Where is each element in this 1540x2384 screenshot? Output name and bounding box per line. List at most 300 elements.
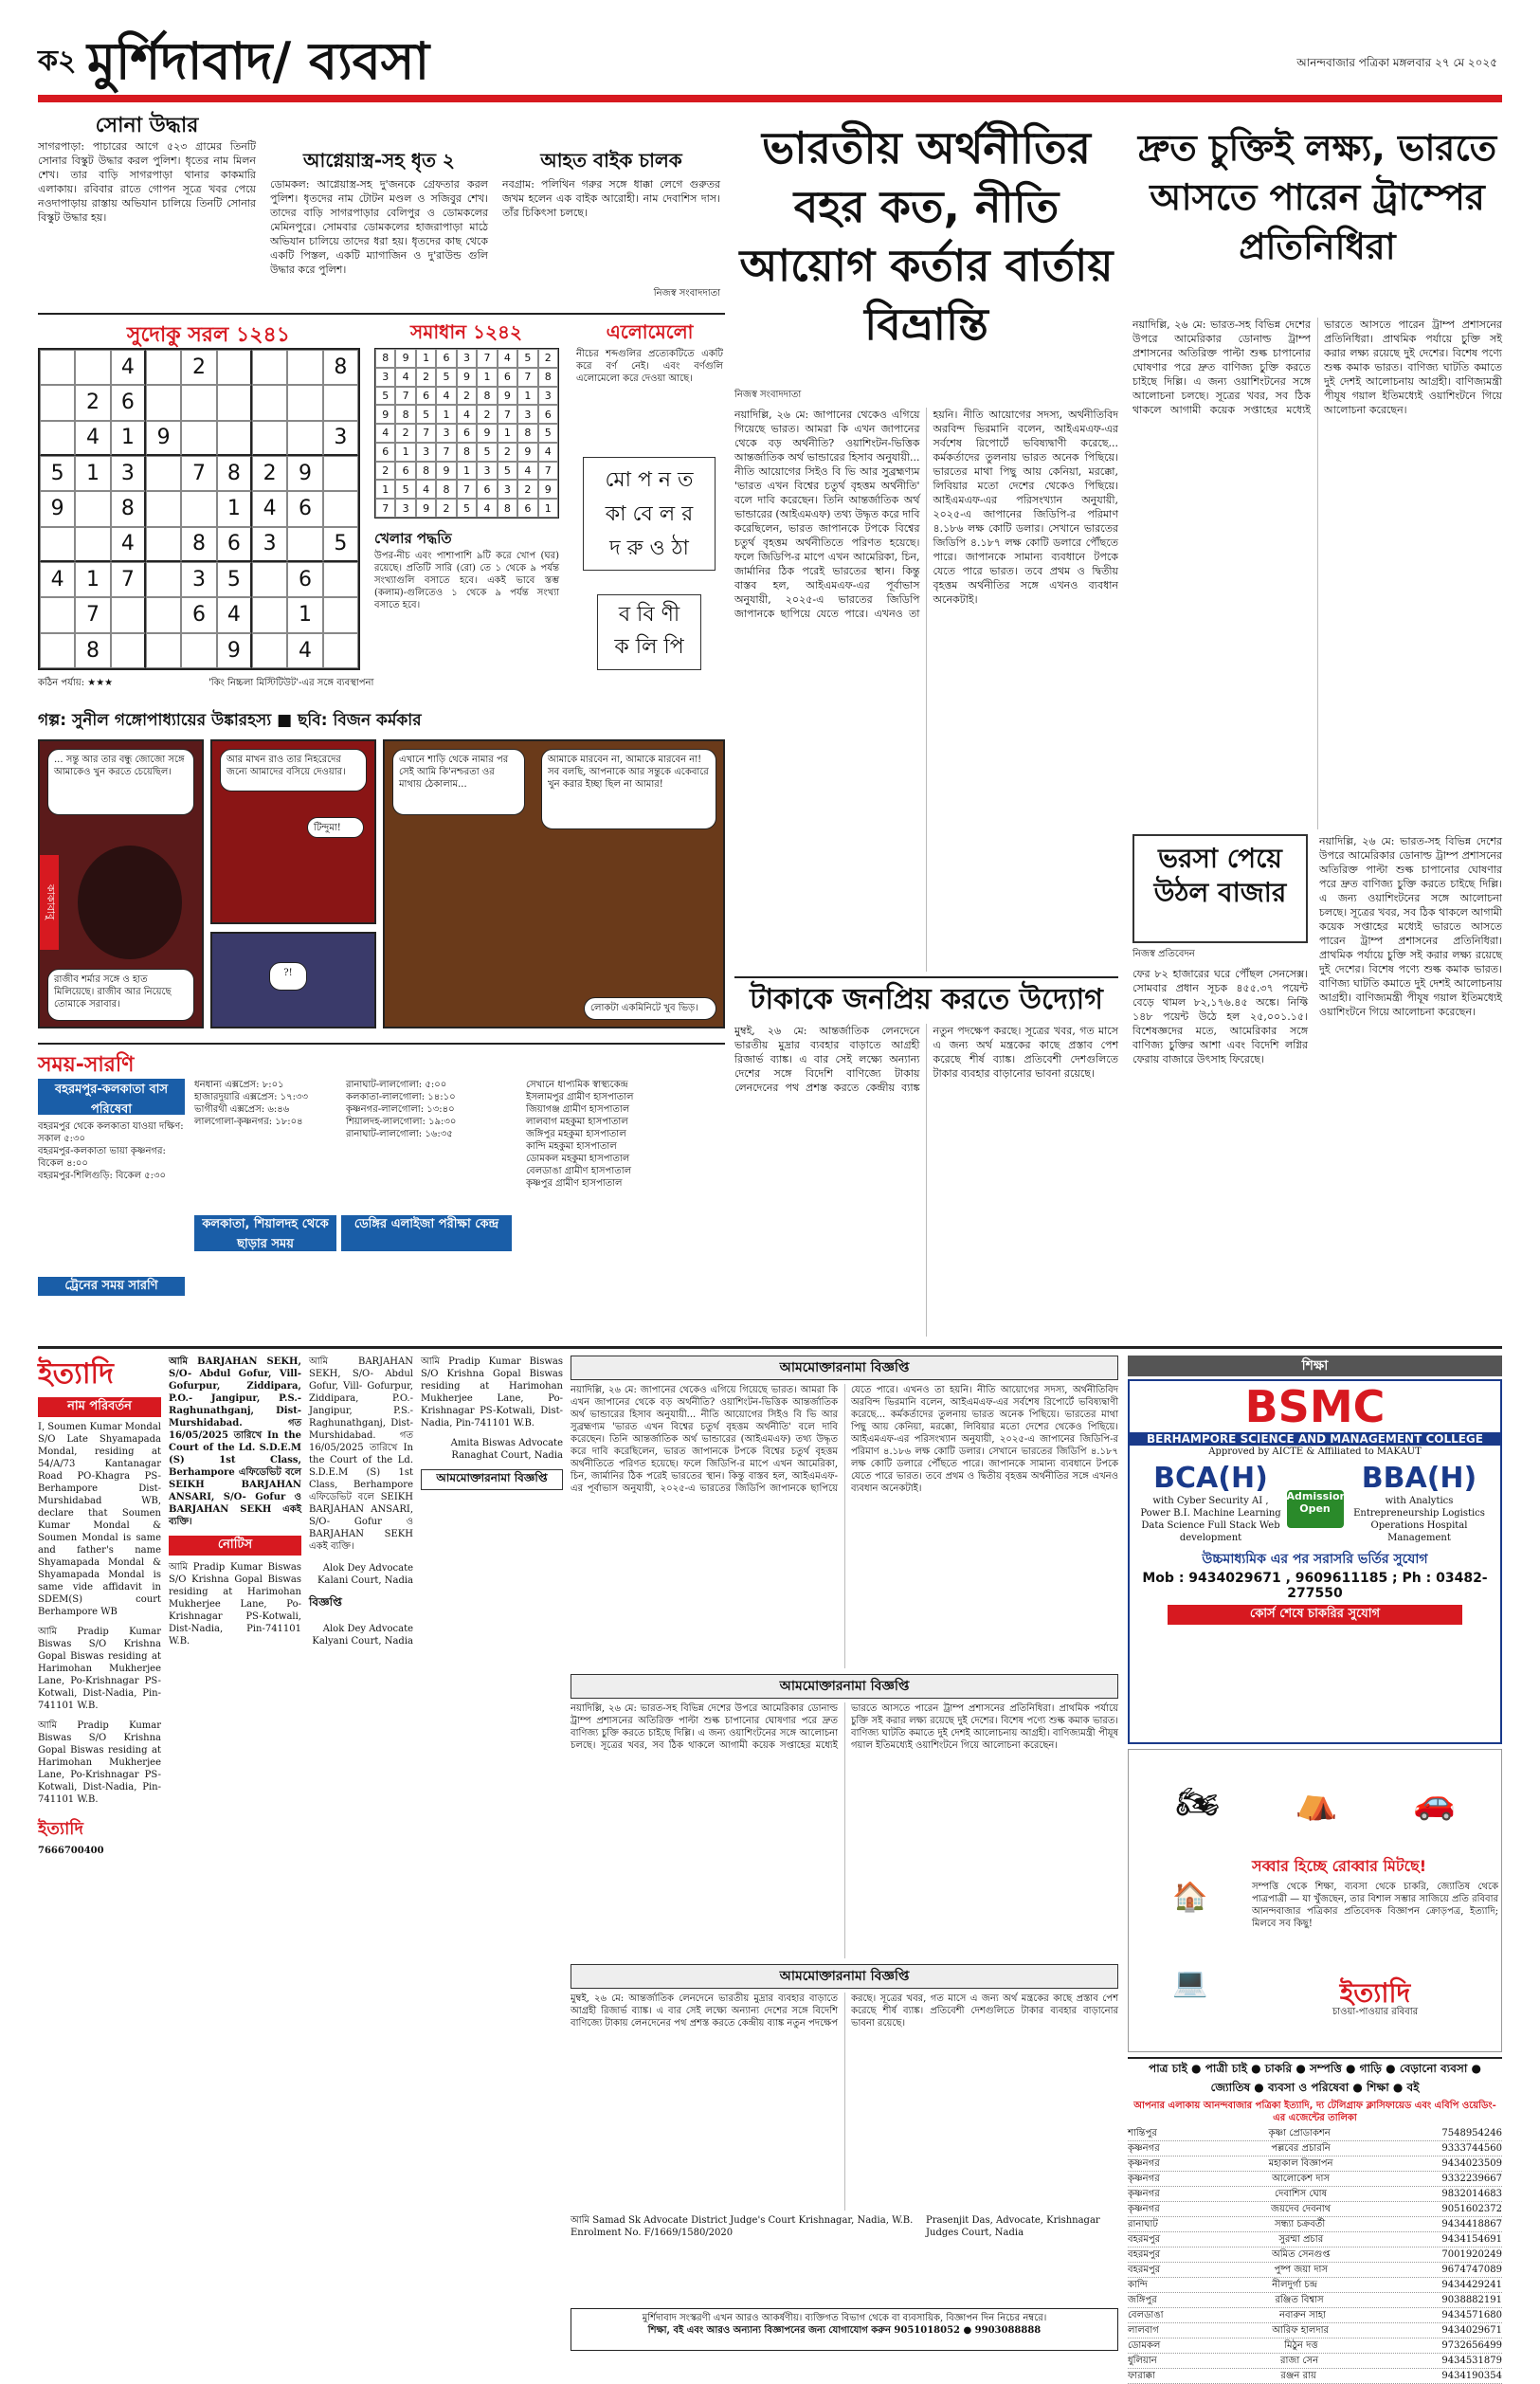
agent-cell: 9434418867 [1441,2219,1502,2229]
solution-cell: 8 [436,480,456,499]
sudoku-cell[interactable] [181,491,216,526]
agent-cell: সুরম্মা প্রচার [1278,2234,1324,2245]
affidavit-text: নয়াদিল্লি, ২৬ মে: ভারত-সহ বিভিন্ন দেশের উপরে আমেরিকার ডোনাল্ড ট্রাম্প প্রশাসনের অতিরিক্ত পাল্টা শুল্ক চাপানোর ঘোষণার পরে দ্রুত বাণিজ্য চুক্তি করতে চাইছে দিল্লি। এ জন্য ওয়াশিংটনের সঙ্গে আলোচনা চলছে। সূত্রের খবর, সব ঠিক থাকলে আগামী কয়েক সপ্তাহের মধ্যেই ভারতে আসতে পারেন ট্রাম্প প্রশাসনের প্রতিনিধিরা। প্রাথমিক পর্যায়ে চুক্তি সই করার লক্ষ্য রয়েছে দুই দেশের। বিশেষ পণ্যে শুল্ক কমাক ভারত। বাণিজ্য ঘাটতি কমাতে দুই দেশই আলোচনায় আগ্রহী। বাণিজ্যমন্ত্রী পীযূষ গয়াল ইতিমধ্যেই ওয়াশিংটনে গিয়ে আলোচনা করেছেন। [571,1703,1118,1751]
sudoku-cell[interactable]: 4 [252,491,287,526]
ad-text: আমি Pradip Kumar Biswas S/O Krishna Gopal Biswas residing at Harimohan Mukherjee Lane, Po-Krishnagar PS-Kotwali, Dist-Nadia, Pin-741101 W.B. [38,1627,161,1711]
sudoku-cell[interactable] [252,385,287,420]
train-heading: ট্রেনের সময় সারণি [38,1277,185,1296]
ad-text: আমি BARJAHAN SEKH, S/O- Abdul Gofur, Vill- Gofurpur, Ziddipara, P.O.- Jangipur, P.S.- Raghunathganj, Dist- Murshidabad. গত 16/05/2025 তারিখে In the Court of the Ld. S.D.E.M (S) 1st Class, Berhampore এফিডেভিট বলে SEIKH BARJAHAN ANSARI, S/O- Gofur ও BARJAHAN SEKH একই ব্যক্তি। [169,1356,301,1527]
jumble-box-2 [597,594,701,670]
laptop-icon: 💻 [1172,1965,1208,1999]
sudoku-cell[interactable] [146,456,181,491]
advocate-signatures [571,2214,1118,2239]
hospital-item: ডোমকল মহকুমা হাসপাতাল [526,1154,630,1164]
house-icon: 🏠 [1172,1880,1208,1914]
sudoku-cell[interactable]: 4 [40,562,75,597]
solution-cell: 7 [436,443,456,462]
sudoku-cell[interactable]: 9 [287,456,322,491]
sudoku-cell[interactable]: 7 [181,456,216,491]
solution-cell: 6 [477,480,497,499]
time-line: রানাঘাট-লালগোলা: ১৬:৩৫ [346,1129,453,1139]
sudoku-cell[interactable] [75,527,110,562]
time-line: বহরমপুর-শিলিগুড়ি: বিকেল ৫:৩০ [38,1171,166,1181]
sudoku-cell[interactable]: 3 [323,421,358,456]
sudoku-cell[interactable] [146,491,181,526]
solution-cell: 5 [517,349,537,368]
side-label: কাকাবাবু [40,855,59,950]
ad-text: আমি Pradip Kumar Biswas S/O Krishna Gopal Biswas residing at Harimohan Mukherjee Lane, Po-Krishnagar PS-Kotwali, Dist-Nadia, Pin-741101 W.B. [421,1356,563,1429]
solution-cell: 4 [436,387,456,406]
solution-cell: 2 [538,349,558,368]
sudoku-cell[interactable]: 3 [181,562,216,597]
solution-cell: 2 [436,499,456,518]
bsmc-subtitle: উচ্চমাধ্যমিক এর পর সরাসরি ভর্তির সুযোগ [1202,1552,1428,1567]
blood-heading: ডেঙ্গির এলাইজা পরীক্ষা কেন্দ্র [341,1215,512,1251]
speech-bubble: আর মাখন রাও তার নিহরেদের জন্যে আমাদের বসিয়ে দেওয়ার। [220,749,367,792]
puzzle-section [38,313,725,701]
agent-cell: কান্দি [1128,2280,1148,2290]
sudoku-cell[interactable] [40,633,75,668]
solution-cell: 5 [375,387,395,406]
solution-cell: 8 [457,443,477,462]
sudoku-cell[interactable]: 5 [217,562,252,597]
promo-brand: ইত্যাদি [1339,1977,1411,2009]
bca-block [1137,1462,1284,1544]
solution-cell: 2 [498,443,517,462]
ad-signature: আমি Samad Sk Advocate District Judge's Court Krishnagar, Nadia, W.B. Enrolment No. F/1669/1580/2020 [571,2215,914,2238]
sudoku-cell[interactable] [146,350,181,385]
agent-row [1128,2141,1502,2157]
solution-cell: 7 [538,462,558,481]
hospital-item: সেখানে ধাপ্যমিক স্বাস্থ্যকেন্দ্র [526,1080,628,1090]
sudoku-cell[interactable]: 5 [40,456,75,491]
solution-cell: 9 [517,443,537,462]
solution-cell: 6 [517,499,537,518]
rupee-headline: টাকাকে জনপ্রিয় করতে উদ্যোগ [734,976,1118,1019]
solution-cell: 1 [538,499,558,518]
sudoku-cell[interactable] [252,350,287,385]
solution-cell: 1 [457,462,477,481]
promo-icons [1138,1759,1494,1845]
arms-text: ডোমকল: আগ্নেয়াস্ত্র-সহ দু'জনকে গ্রেফতার করল পুলিশ। ধৃতদের নাম টোটন মণ্ডল ও সজিবুর শেখ। তাদের বাড়ি সাগরপাড়ার বেলিপুর ও ডোমকলের মেমিনপুরে। সোমবার ডোমকলের হাজরাপাড়া মাঠে অভিযান চালিয়ে তাদের ধরা হয়। ধৃতদের কাছ থেকে একটি পিস্তল, একটি ম্যাগাজিন ও দু'রাউন্ড গুলি উদ্ধার করে পুলিশ। [270,178,488,276]
solution-cell: 4 [498,349,517,368]
timetable-title: সময়-সারণি [38,1053,135,1077]
classified-col-3 [309,1356,413,2341]
sudoku-cell[interactable]: 6 [287,491,322,526]
affidavit-heading: আমমোক্তারনামা বিজ্ঞপ্তি [571,1964,1118,1989]
classified-col-5 [571,1356,1118,2303]
hospital-item: কান্দি মহকুমা হাসপাতাল [526,1141,617,1152]
section-divider [38,1346,1502,1349]
sudoku-cell[interactable]: 5 [323,527,358,562]
sudoku-cell[interactable]: 1 [111,421,146,456]
agent-row [1128,2172,1502,2187]
bba-block [1346,1462,1493,1544]
agent-cell: রঞ্জিত বিশ্বাস [1275,2295,1324,2305]
solution-cell: 5 [416,405,436,424]
sudoku-cell[interactable] [181,633,216,668]
promo-ad [1128,1749,1502,2052]
brand-phone: 7666700400 [38,1846,104,1856]
agent-cell: 9434154691 [1441,2234,1502,2245]
sudoku-cell[interactable] [146,385,181,420]
agent-row [1128,2217,1502,2232]
sudoku-cell[interactable] [287,421,322,456]
sudoku-cell[interactable]: 2 [181,350,216,385]
solution-cell: 7 [457,480,477,499]
comic-panel-3 [210,932,376,1028]
sudoku-cell[interactable]: 9 [217,633,252,668]
local-times [346,1079,516,1335]
sudoku-cell[interactable]: 6 [287,562,322,597]
sudoku-cell[interactable] [323,456,358,491]
sudoku-cell[interactable]: 4 [111,350,146,385]
brief-byline: নিজস্ব সংবাদদাতা [653,288,720,299]
jumble-word: দ রু ও ঠা [609,537,689,560]
ad-text: আমি Pradip Kumar Biswas S/O Krishna Gopal Biswas residing at Harimohan Mukherjee Lane, Po-Krishnagar PS-Kotwali, Dist-Nadia, Pin-741101 W.B. [169,1562,301,1647]
sudoku-cell[interactable]: 2 [252,456,287,491]
sudoku-cell[interactable] [287,350,322,385]
sudoku-cell[interactable] [217,421,252,456]
agent-row [1128,2369,1502,2384]
bsmc-college: BERHAMPORE SCIENCE AND MANAGEMENT COLLEGE [1130,1432,1500,1446]
solution-cell: 8 [416,462,436,481]
sudoku-cell[interactable]: 3 [111,456,146,491]
classified-col-4 [421,1356,563,2341]
character-figure [78,846,182,959]
market-headline: ভরসা পেয়ে উঠল বাজার [1153,843,1287,908]
jumble-word: মো প ন ত [605,468,694,492]
agent-cell: পুষ্প জয়া দাস [1274,2265,1329,2275]
time-line: ভাগীরথী এক্সপ্রেস: ৬:৪৬ [194,1104,290,1115]
solution-cell: 6 [436,349,456,368]
solution-cell: 3 [416,443,436,462]
sudoku-cell[interactable] [40,385,75,420]
sudoku-cell[interactable] [40,527,75,562]
solution-cell: 9 [498,387,517,406]
agent-cell: 9332239667 [1441,2174,1502,2184]
agent-cell: 9434190354 [1441,2371,1502,2381]
jumble-title: এলোমেলো [606,320,694,343]
lead-body: নয়াদিল্লি, ২৬ মে: জাপানের থেকেও এগিয়ে গিয়েছে ভারত। আমরা কি এখন জাপানের থেকে বড় অর্থনীতি? ওয়াশিংটন-ভিত্তিক আন্তর্জাতিক অর্থ ভান্ডারের হিসাব অনুযায়ী... নীতি আয়োগের সিইও বি ভি আর সুব্রহ্মণ্যম 'ভারত এখন বিশ্বের চতুর্থ বৃহত্তম অর্থনীতি' বলে দাবি করেছেন। তিনি আন্তর্জাতিক অর্থ ভান্ডারের (আইএমএফ) তথ্য উদ্ধৃত করে দাবি করেছিলেন, ভারত জাপানকে টপকে বিশ্বের চতুর্থ বৃহত্তম অর্থনীতিতে পরিণত হয়েছে। ফলে জিডিপি-র মাপে এখন আমেরিকা, চিন, জার্মানির ঠিক পরেই ভারতের স্থান। কিন্তু বাস্তব হল, আইএমএফ-এর পূর্বাভাস অনুযায়ী, ২০২৫-এ ভারতের জিডিপি জাপানকে ছাপিয়ে যেতে পারে। এখনও তা হয়নি। নীতি আয়োগের সদস্য, অর্থনীতিবিদ অরবিন্দ ভিরমানি বলেন, আইএমএফ-এর সর্বশেষ রিপোর্টে ভবিষ্যদ্বাণী করেছে... কর্মকর্তাদের তুলনায় ভারত অনেক পিছিয়ে। ভারতের মাথা পিছু আয় কেনিয়া, মরক্কো, লিবিয়ার মতো দেশের থেকেও পিছিয়ে। আইএমএফ-এর পরিসংখ্যান অনুযায়ী, ২০২৫-এ জাপানের জিডিপি-র পরিমাণ ৪.১৮৬ লক্ষ কোটি ডলার। সেখানে ভারতের জিডিপি ৪.১৮৭ লক্ষ কোটি ডলারে পৌঁছতে পারে। জাপানকে সামান্য ব্যবধানে টপকে যেতে পারে ভারত। তবে প্রথম ও দ্বিতীয় বৃহত্তম অর্থনীতির সঙ্গে এখনও ব্যবধান অনেকটাই। [734,409,1118,620]
sudoku-cell[interactable]: 3 [252,527,287,562]
sudoku-cell[interactable] [323,633,358,668]
sudoku-cell[interactable] [181,385,216,420]
solution-cell: 9 [375,405,395,424]
speech-bubble: ... সন্তু আর তার বন্ধু জোজো সঙ্গে আমাকেও খুন করতে চেয়েছিল। [47,749,194,815]
solution-cell: 5 [395,480,415,499]
sudoku-cell[interactable] [146,562,181,597]
sudoku-cell[interactable]: 1 [217,491,252,526]
sudoku-grid[interactable] [38,348,360,670]
solution-cell: 2 [517,480,537,499]
sudoku-cell[interactable] [40,350,75,385]
sudoku-cell[interactable]: 7 [75,597,110,632]
rupee-body: মুম্বই, ২৬ মে: আন্তর্জাতিক লেনদেনে ভারতীয় মুদ্রার ব্যবহার বাড়াতে আগ্রহী রিজার্ভ ব্যাঙ্ক। এ বার সেই লক্ষ্যে অন্যান্য দেশের সঙ্গে বিদেশি বাণিজ্যে টাকায় লেনদেনের পথ প্রশস্ত করতে কেন্দ্রীয় ব্যাঙ্ক নতুন পদক্ষেপ করছে। সূত্রের খবর, গত মাসে এ জন্য অর্থ মন্ত্রকের কাছে প্রস্তাব পেশ করেছে শীর্ষ ব্যাঙ্ক। প্রতিবেশী দেশগুলিতে টাকার ব্যবহার বাড়ানোর ভাবনা রয়েছে। [734,1025,1118,1094]
affidavit-text: নয়াদিল্লি, ২৬ মে: জাপানের থেকেও এগিয়ে গিয়েছে ভারত। আমরা কি এখন জাপানের থেকে বড় অর্থনীতি? ওয়াশিংটন-ভিত্তিক আন্তর্জাতিক অর্থ ভান্ডারের হিসাব অনুযায়ী... নীতি আয়োগের সিইও বি ভি আর সুব্রহ্মণ্যম 'ভারত এখন বিশ্বের চতুর্থ বৃহত্তম অর্থনীতি' বলে দাবি করেছেন। তিনি আন্তর্জাতিক অর্থ ভান্ডারের (আইএমএফ) তথ্য উদ্ধৃত করে দাবি করেছিলেন, ভারত জাপানকে টপকে বিশ্বের চতুর্থ বৃহত্তম অর্থনীতিতে পরিণত হয়েছে। ফলে জিডিপি-র মাপে এখন আমেরিকা, চিন, জার্মানির ঠিক পরেই ভারতের স্থান। কিন্তু বাস্তব হল, আইএমএফ-এর পূর্বাভাস অনুযায়ী, ২০২৫-এ ভারতের জিডিপি জাপানকে ছাপিয়ে যেতে পারে। এখনও তা হয়নি। নীতি আয়োগের সদস্য, অর্থনীতিবিদ অরবিন্দ ভিরমানি বলেন, আইএমএফ-এর সর্বশেষ রিপোর্টে ভবিষ্যদ্বাণী করেছে... কর্মকর্তাদের তুলনায় ভারত অনেক পিছিয়ে। ভারতের মাথা পিছু আয় কেনিয়া, মরক্কো, লিবিয়ার মতো দেশের থেকেও পিছিয়ে। আইএমএফ-এর পরিসংখ্যান অনুযায়ী, ২০২৫-এ জাপানের জিডিপি-র পরিমাণ ৪.১৮৬ লক্ষ কোটি ডলার। সেখানে ভারতের জিডিপি ৪.১৮৭ লক্ষ কোটি ডলারে পৌঁছতে পারে। জাপানকে সামান্য ব্যবধানে টপকে যেতে পারে ভারত। তবে প্রথম ও দ্বিতীয় বৃহত্তম অর্থনীতির সঙ্গে এখনও ব্যবধান অনেকটাই। [571,1385,1118,1494]
bus-heading: বহরমপুর-কলকাতা বাস পরিষেবা [38,1079,185,1115]
agent-row [1128,2293,1502,2308]
agent-cell: মহাকাল বিজ্ঞাপন [1268,2158,1333,2169]
agent-cell: 9434571680 [1441,2310,1502,2320]
agent-cell: মিঠুন দত্ত [1284,2340,1318,2351]
sudoku-cell[interactable] [252,597,287,632]
solution-cell: 2 [395,424,415,443]
agent-cell: আলোকেশ দাস [1272,2174,1330,2184]
sudoku-cell[interactable] [323,562,358,597]
sudoku-cell[interactable] [252,421,287,456]
education-heading: শিক্ষা [1128,1356,1502,1376]
ad-signature: Alok Dey Advocate Kalyani Court, Nadia [312,1624,413,1647]
sudoku-cell[interactable]: 9 [146,421,181,456]
bus-times [38,1120,185,1272]
classified-col-2 [169,1356,301,2341]
time-line: লালগোলা-কৃষ্ণনগর: ১৮:০৪ [194,1117,303,1127]
solution-cell: 9 [477,424,497,443]
agent-cell: কৃষ্ণনগর [1128,2174,1160,2184]
solution-cell: 4 [457,405,477,424]
sudoku-cell[interactable]: 8 [323,350,358,385]
sudoku-cell[interactable] [111,597,146,632]
solution-cell: 8 [395,405,415,424]
sudoku-cell[interactable]: 6 [217,527,252,562]
sudoku-cell[interactable]: 4 [111,527,146,562]
sudoku-cell[interactable] [217,385,252,420]
gold-text: সাগরপাড়া: পাচারের আগে ৫২৩ গ্রামের তিনটি সোনার বিস্কুট উদ্ধার করল পুলিশ। ধৃতের নাম মিলন শেখ। তার বাড়ি সাগরপাড়া থানার কাকমারি এলাকায়। রবিবার রাতে গোপন সূত্রে খবর পেয়ে নওদাপাড়ায় রাস্তায় অভিযান চালিয়ে তিনটি সোনার বিস্কুট উদ্ধার হয়। [38,140,256,224]
comic-panel-2 [210,739,376,924]
market-headline-box [1132,834,1308,943]
classified-col-1 [38,1356,161,2341]
timetable [38,1043,725,1346]
agent-cell: কৃষ্ণনগর [1128,2189,1160,2199]
agent-cell: 9434531879 [1441,2356,1502,2366]
bsmc-career: কোর্স শেষে চাকরির সুযোগ [1168,1605,1462,1625]
hospital-item: জিয়াগঞ্জ গ্রামীণ হাসপাতাল [526,1104,630,1115]
solution-cell: 8 [477,387,497,406]
time-line: রানাঘাট-লালগোলা: ৫:০০ [346,1080,447,1090]
agent-rows [1128,2126,1502,2384]
agent-cell: ধুলিয়ান [1128,2356,1157,2366]
comic-strip [38,706,725,1038]
bottom-note-text: মুর্শিদাবাদ সংস্করণী এখন আরও আকর্ষণীয়। ব্যক্তিগত বিভাগ থেকে বা ব্যবসায়িক, বিজ্ঞাপন দিন নিচের নম্বরে। [642,2313,1047,2323]
hospital-item: বেলডাঙা গ্রামীণ হাসপাতাল [526,1166,632,1176]
ad-text: আমি Pradip Kumar Biswas S/O Krishna Gopal Biswas residing at Harimohan Mukherjee Lane, Po-Krishnagar PS-Kotwali, Dist-Nadia, Pin-741101 W.B. [38,1720,161,1805]
sudoku-cell[interactable] [217,350,252,385]
agent-cell: 7548954246 [1441,2128,1502,2138]
agent-row [1128,2323,1502,2339]
agent-row [1128,2308,1502,2323]
solution-cell: 1 [498,424,517,443]
affidavit-heading: আমমোক্তারনামা বিজ্ঞপ্তি [571,1356,1118,1380]
bsmc-approved: Approved by AICTE & Affiliated to MAKAUT [1208,1447,1422,1457]
ad-text: আমি BARJAHAN SEKH, S/O- Abdul Gofur, Vill- Gofurpur, Ziddipara, P.O.- Jangipur, P.S.- Raghunathganj, Dist- Murshidabad. গত 16/05/2025 তারিখে In the Court of the Ld. S.D.E.M (S) 1st Class, Berhampore এফিডেভিট বলে SEIKH BARJAHAN ANSARI, S/O- Gofur ও BARJAHAN SEKH একই ব্যক্তি। [309,1356,413,1552]
sudoku-cell[interactable]: 8 [217,456,252,491]
sudoku-cell[interactable] [111,633,146,668]
jumble-box-1 [583,457,716,571]
bigyapti-heading: বিজ্ঞপ্তি [309,1595,342,1609]
page-number: ক২ [38,45,77,78]
agent-cell: 9038882191 [1441,2295,1502,2305]
section-title: মুর্শিদাবাদ/ ব্যবসা [87,31,430,91]
agent-cell: লালবাগ [1128,2325,1159,2336]
agent-cell: কৃষ্ণনগর [1128,2158,1160,2169]
agent-row [1128,2354,1502,2369]
ad-signature: Alok Dey Advocate Kalani Court, Nadia [317,1563,413,1586]
speech-bubble: টিন্দুমা! [307,817,364,838]
solution-cell: 6 [538,405,558,424]
sudoku-cell[interactable]: 4 [217,597,252,632]
comic-panel-1 [38,739,204,1028]
sudoku-cell[interactable] [146,597,181,632]
speech-bubble: রাজীব শর্মার সঙ্গে ও হাত মিলিয়েছে। রাজীব আর নিয়েছে তোমাকে সরাবার। [47,969,194,1021]
agent-cell: আরিফ হালদার [1272,2325,1329,2336]
sudoku-cell[interactable] [287,527,322,562]
solution-cell: 1 [436,405,456,424]
name-change-heading: নাম পরিবর্তন [38,1397,161,1417]
solution-cell: 7 [477,349,497,368]
solution-cell: 9 [436,462,456,481]
sudoku-cell[interactable]: 8 [181,527,216,562]
agent-cell: রাজা সেন [1280,2356,1319,2366]
affidavit-heading: আমমোক্তারনামা বিজ্ঞপ্তি [571,1674,1118,1699]
affidavit-text: মুম্বই, ২৬ মে: আন্তর্জাতিক লেনদেনে ভারতীয় মুদ্রার ব্যবহার বাড়াতে আগ্রহী রিজার্ভ ব্যাঙ্ক। এ বার সেই লক্ষ্যে অন্যান্য দেশের সঙ্গে বিদেশি বাণিজ্যে টাকায় লেনদেনের পথ প্রশস্ত করতে কেন্দ্রীয় ব্যাঙ্ক নতুন পদক্ষেপ করছে। সূত্রের খবর, গত মাসে এ জন্য অর্থ মন্ত্রকের কাছে প্রস্তাব পেশ করেছে শীর্ষ ব্যাঙ্ক। প্রতিবেশী দেশগুলিতে টাকার ব্যবহার বাড়ানোর ভাবনা রয়েছে। [571,1993,1118,2029]
promo-categories: পাত্র চাই ● পাত্রী চাই ● চাকরি ● সম্পত্তি ● গাড়ি ● বেড়ানো ব্যবসা ● জ্যোতিষ ● ব্যবসা ও পরিষেবা ● শিক্ষা ● বই [1128,2057,1502,2095]
solution-cell: 6 [498,368,517,387]
gold-headline: সোনা উদ্ধার [95,114,199,137]
bike-text: নবগ্রাম: পলিথিন গরুর সঙ্গে ধাক্কা লেগে গুরুতর জখম হলেন এক বাইক আরোহী। নাম দেবাশিস দাস। তাঁর চিকিৎসা চলছে। [502,178,720,219]
sudoku-cell[interactable] [287,385,322,420]
lead-byline: নিজস্ব সংবাদদাতা [734,390,802,400]
sudoku-cell[interactable]: 8 [75,633,110,668]
hospital-list [526,1079,725,1335]
agent-row [1128,2263,1502,2278]
sudoku-cell[interactable]: 2 [75,385,110,420]
sudoku-cell[interactable] [181,421,216,456]
sudoku-cell[interactable] [40,597,75,632]
agent-cell: কৃষ্ণনগর [1128,2143,1160,2154]
solution-cell: 9 [416,499,436,518]
sudoku-cell[interactable]: 4 [287,633,322,668]
sudoku-cell[interactable] [146,633,181,668]
solution-cell: 1 [395,443,415,462]
speech-bubble: ?! [269,962,307,991]
solution-cell: 5 [538,424,558,443]
jumble-text: নীচের শব্দগুলির প্রত্যেকটিতে একটি করে বর্ণ নেই। এবং বর্ণগুলি এলোমেলো করে দেওয়া আছে। [576,349,723,384]
agent-cell: বহরমপুর [1128,2249,1161,2260]
market-byline: নিজস্ব প্রতিবেদন [1132,949,1195,959]
sudoku-cell[interactable]: 4 [75,421,110,456]
sudoku-cell[interactable]: 1 [75,562,110,597]
sudoku-cell[interactable] [75,350,110,385]
agent-cell: বহরমপুর [1128,2265,1161,2275]
sudoku-cell[interactable] [323,385,358,420]
solution-cell: 4 [477,499,497,518]
brand-logo: ইত্যাদি [38,1357,114,1391]
agent-row [1128,2157,1502,2172]
sudoku-cell[interactable]: 6 [111,385,146,420]
time-line: হাজারদুয়ারি এক্সপ্রেস: ১৭:৩৩ [194,1092,309,1102]
solution-cell: 2 [457,387,477,406]
solution-cell: 6 [375,443,395,462]
sudoku-title: সুদোকু সরল ১২৪১ [126,323,291,347]
solution-cell: 8 [517,424,537,443]
time-line: বহরমপুর-কলকাতা ভায়া কৃষ্ণনগর: বিকেল ৪:০০ [38,1146,166,1169]
promo-brand-sub: চাওয়া-পাওয়ার রবিবার [1332,2007,1419,2017]
solution-cell: 3 [517,405,537,424]
sudoku-cell[interactable] [252,562,287,597]
bike-headline: আহত বাইক চালক [540,149,682,172]
bca-subjects: with Cyber Security AI , Power B.I. Machine Learning Data Science Full Stack Web development [1140,1496,1281,1543]
agent-cell: কৃষ্ণনগর [1128,2204,1160,2214]
agent-cell: 9434029671 [1441,2325,1502,2336]
market-body: ফের ৮২ হাজারের ঘরে পৌঁছল সেনসেক্স। সোমবার প্রধান সূচক ৪৫৫.৩৭ পয়েন্ট বেড়ে থামল ৮২,১৭৬.৪৫ অঙ্কে। নিফ্টি ১৪৮ পয়েন্ট উঠে হল ২৫,০০১.১৫। বিশেষজ্ঞদের মতে, আমেরিকার সঙ্গে বাণিজ্য চুক্তির আশা এবং বিদেশি লগ্নির ফেরায় বাজারে উৎসাহ ফিরেছে। [1132,968,1308,1065]
solution-cell: 3 [395,499,415,518]
time-line: বহরমপুর থেকে কলকাতা যাওয়া দক্ষিণ: সকাল ৫:৩০ [38,1121,184,1144]
solution-cell: 7 [498,405,517,424]
solution-cell: 7 [395,387,415,406]
agent-cell: 9051602372 [1441,2204,1502,2214]
agent-cell: 9434023509 [1441,2158,1502,2169]
solution-cell: 4 [517,462,537,481]
agent-row [1128,2187,1502,2202]
hospital-item: কৃষ্ণপুর গ্রামীণ হাসপাতাল [526,1178,623,1189]
sudoku-cell[interactable] [146,527,181,562]
agent-list [1128,2100,1502,2381]
solution-cell: 8 [498,499,517,518]
solution-cell: 1 [477,368,497,387]
sudoku-cell[interactable]: 1 [287,597,322,632]
time-line: শিয়ালদহ-লালগোলা: ১৯:৩০ [346,1117,457,1127]
bsmc-courses [1130,1458,1500,1548]
comic-title: গল্প: সুনীল গঙ্গোপাধ্যায়ের উঙ্কারহস্য ■ ছবি: বিজন কর্মকার [38,711,422,730]
arms-headline: আগ্নেয়াস্ত্র-সহ ধৃত ২ [303,149,455,172]
sudoku-cell[interactable] [323,597,358,632]
agent-row [1128,2202,1502,2217]
sudoku-cell[interactable]: 8 [111,491,146,526]
affidavit-heading: আমমোক্তারনামা বিজ্ঞপ্তি [421,1469,563,1490]
agent-cell: পল্লবের প্রচারনি [1271,2143,1331,2154]
speech-bubble: লোকটা একমিনিটে খুব ভিড়। [584,997,716,1020]
sudoku-cell[interactable] [40,421,75,456]
sudoku-cell[interactable]: 1 [75,456,110,491]
solution-cell: 3 [477,462,497,481]
comic-panel-4 [383,739,725,1028]
agent-cell: রানাঘাট [1128,2219,1158,2229]
sudoku-cell[interactable]: 9 [40,491,75,526]
sudoku-cell[interactable] [323,491,358,526]
bsmc-ad[interactable] [1128,1379,1502,1744]
jumble-word: ব বি ণী [618,603,680,627]
solution-cell: 6 [395,462,415,481]
sudoku-cell[interactable]: 7 [111,562,146,597]
agent-cell: কৃষ্ণা প্রোডাকশন [1268,2128,1331,2138]
sudoku-cell[interactable]: 6 [181,597,216,632]
agent-cell: 9732656499 [1441,2340,1502,2351]
brand-logo-small: ইত্যাদি [38,1819,83,1839]
agent-cell: জঙ্গিপুর [1128,2295,1157,2305]
admission-badge: Admission Open [1287,1490,1344,1528]
sudoku-cell[interactable] [75,491,110,526]
train-times [194,1079,336,1335]
bba-title: BBA(H) [1361,1462,1477,1495]
agent-cell: রঞ্জন রায় [1280,2371,1316,2381]
lead-headline: ভারতীয় অর্থনীতির বহর কত, নীতি আয়োগ কর্তার বার্তায় বিভ্রান্তি [739,122,1114,350]
header-rule [38,95,1502,102]
sudoku-cell[interactable] [252,633,287,668]
promo-side-icons [1138,1854,1242,2025]
agent-cell: 7001920249 [1441,2249,1502,2260]
solution-cell: 3 [498,480,517,499]
